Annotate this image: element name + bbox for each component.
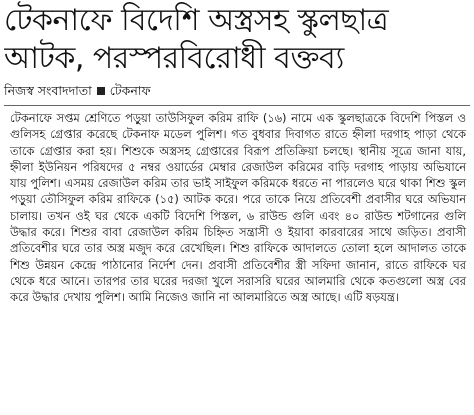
square-bullet-icon xyxy=(97,87,105,95)
byline xyxy=(4,82,470,100)
article-body xyxy=(4,110,470,306)
divider xyxy=(4,105,470,106)
article-paragraph: টেকনাফে সপ্তম শ্রেণিতে পড়ুয়া তাউসিফুল করিম রাফি (১৬) নামে এক স্কুলছাত্রকে বিদেশি পিস্তল ও গুলিসহ গ্রেপ্তার করেছে টেকনাফ মডেল পুলিশ। গত বুধবার দিবাগত রাতে হ্নীলা দরগাহ পাড়া থেকে তাকে গ্রেপ্তার করা হয়। শিশুকে অস্ত্রসহ গ্রেপ্তারের বিরূপ প্রতিক্রিয়া চলছে। স্থানীয় সূত্রে জানা যায়, হ্নীলা ইউনিয়ন পরিষদের ৫ নম্বর ওয়ার্ডের মেম্বার রেজাউল করিমের বাড়ি দরগাহ পাড়ায় অভিযানে যায় পুলিশ। এসময় রেজাউল করিম তার ভাই সাইফুল করিমকে ধরতে না পারলেও ঘরে থাকা শিশু স্কুল পড়ুয়া তৌসিফুল করিম রাফিকে (১৫) আটক করে। পরে তাকে নিয়ে প্রতিবেশী প্রবাসীর ঘরে অভিযান চালায়। তখন ওই ঘর থেকে একটি বিদেশি পিস্তল, ৬ রাউন্ড গুলি এবং ৪০ রাউন্ড শটগানের গুলি উদ্ধার করে। শিশুর বাবা রেজাউল করিম চিহ্নিত সন্ত্রাসী ও ইয়াবা কারবারের সাথে জড়িত। প্রবাসী প্রতিবেশীর ঘরে তার অস্ত্র মজুদ করে রেখেছিল। শিশু রাফিকে আদালতে তোলা হলে আদালত তাকে শিশু উন্নয়ন কেন্দ্রে পাঠানোর নির্দেশ দেন। প্রবাসী প্রতিবেশীর স্ত্রী সফিদা জানান, রাতে রাফিকে ঘর থেকে ধরে আনে। তারপর তার ঘরের দরজা খুলে সরাসরি ঘরের আলমারি থেকে কতগুলো অস্ত্র বের করে উদ্ধার দেখায় পুলিশ। আমি নিজেও জানি না আলমারিতে অস্ত্র আছে। এটি ষড়যন্ত্র। xyxy=(10,111,466,305)
byline-reporter: নিজস্ব সংবাদদাতা xyxy=(4,83,92,98)
headline xyxy=(4,0,470,78)
headline-line-1: টেকনাফে বিদেশি অস্ত্রসহ স্কুলছাত্র xyxy=(4,3,389,38)
headline-line-2: আটক, পরস্পরবিরোধী বক্তব্য xyxy=(4,41,344,76)
byline-location: টেকনাফ xyxy=(109,83,151,98)
